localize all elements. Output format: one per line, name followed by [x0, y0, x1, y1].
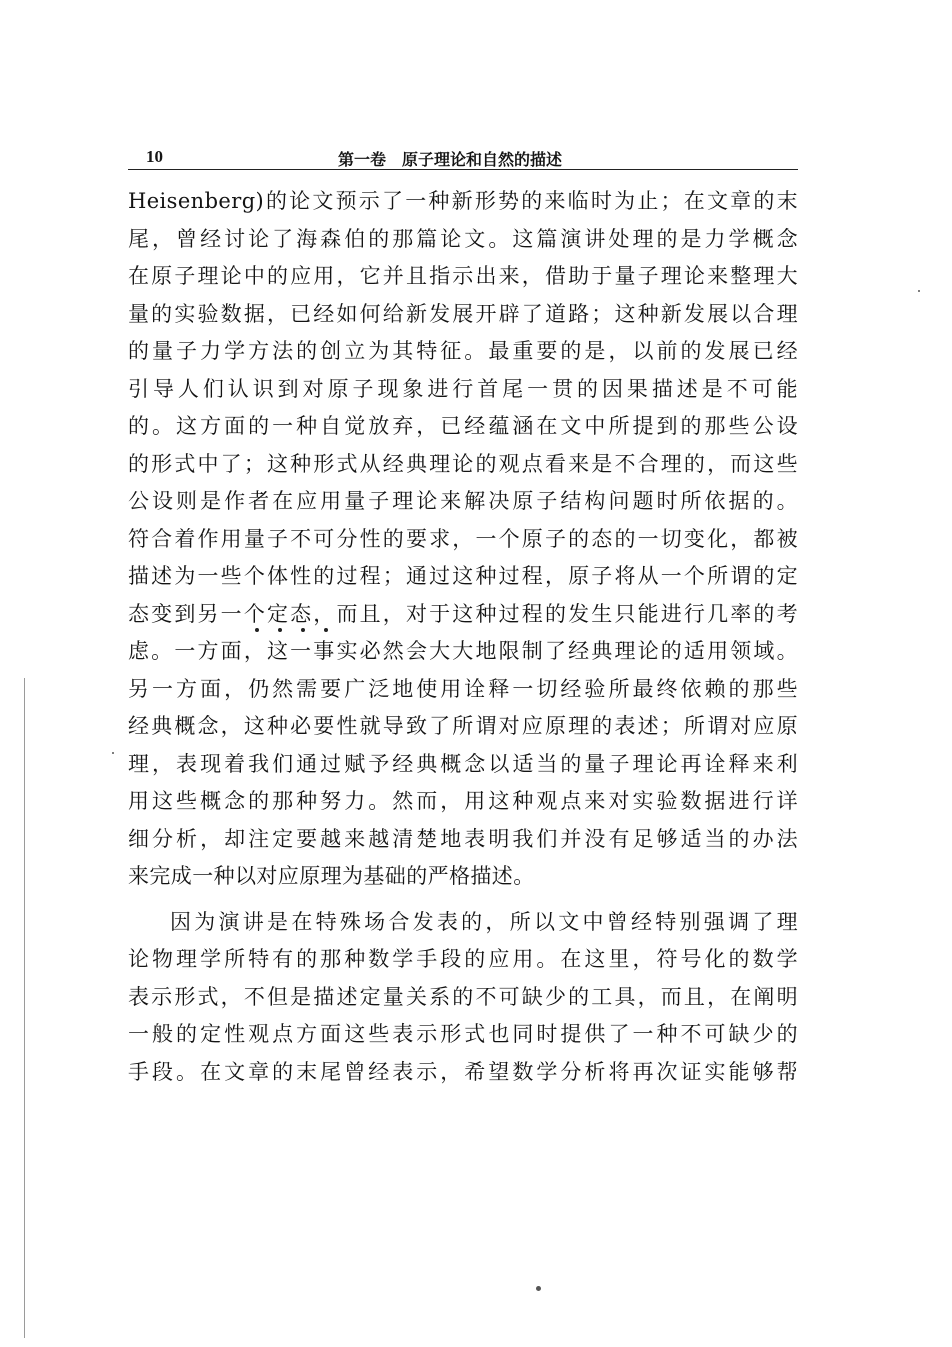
scan-speck	[918, 290, 920, 292]
text-line: 经典概念，这种必要性就导致了所谓对应原理的表述；所谓对应原	[128, 714, 798, 738]
text-line: 的量子力学方法的创立为其特征。最重要的是，以前的发展已经	[128, 339, 798, 363]
text-line: 另一方面，仍然需要广泛地使用诠释一切经验所最终依赖的那些	[128, 676, 798, 701]
running-header	[128, 145, 798, 170]
text-line: 虑。一方面，这一事实必然会大大地限制了经典理论的适用领域。	[128, 639, 798, 663]
text-line: 论物理学所特有的那种数学手段的应用。在这里，符号化的数学	[128, 947, 798, 971]
scan-speck	[112, 752, 114, 754]
text-line: 在原子理论中的应用，它并且指示出来，借助于量子理论来整理大	[128, 264, 798, 288]
text-line: 尾，曾经讨论了海森伯的那篇论文。这篇演讲处理的是力学概念	[128, 226, 798, 251]
text-line: 量的实验数据，已经如何给新发展开辟了道路；这种新发展以合理	[128, 301, 798, 326]
text-line: 因为演讲是在特殊场合发表的，所以文中曾经特别强调了理	[170, 909, 798, 934]
text-line: 手段。在文章的末尾曾经表示，希望数学分析将再次证实能够帮	[128, 1059, 798, 1084]
scan-speck	[536, 1286, 541, 1291]
text-line: Heisenberg)的论文预示了一种新形势的来临时为止；在文章的末	[128, 189, 798, 213]
text-line: 描述为一些个体性的过程；通过这种过程，原子将从一个所谓的定	[128, 564, 798, 588]
text-line: 表示形式，不但是描述定量关系的不可缺少的工具，而且，在阐明	[128, 984, 798, 1009]
text-line: 的。这方面的一种自觉放弃，已经蕴涵在文中所提到的那些公设	[128, 414, 798, 438]
body-text	[128, 183, 798, 1091]
text-line: 公设则是作者在应用量子理论来解决原子结构问题时所依据的。	[128, 489, 798, 513]
page-number: 10	[146, 147, 163, 166]
text-line: 来完成一种以对应原理为基础的严格描述。	[128, 864, 535, 888]
scan-margin-line	[24, 678, 25, 1338]
emphasis-dots	[255, 628, 335, 638]
text-line: 用这些概念的那种努力。然而，用这种观点来对实验数据进行详	[128, 789, 798, 813]
running-title: 第一卷 原子理论和自然的描述	[338, 150, 563, 169]
paragraph-2	[128, 904, 798, 1092]
text-line: 一般的定性观点方面这些表示形式也同时提供了一种不可缺少的	[128, 1022, 798, 1046]
text-line: 符合着作用量子不可分性的要求，一个原子的态的一切变化，都被	[128, 526, 798, 551]
text-line: 态变到另一个定态，而且，对于这种过程的发生只能进行几率的考	[128, 601, 798, 626]
paragraph-1	[128, 183, 798, 896]
text-line: 的形式中了；这种形式从经典理论的观点看来是不合理的，而这些	[128, 451, 798, 476]
text-line: 引导人们认识到对原子现象进行首尾一贯的因果描述是不可能	[128, 376, 798, 401]
text-line: 细分析，却注定要越来越清楚地表明我们并没有足够适当的办法	[128, 826, 798, 851]
text-line: 理，表现着我们通过赋予经典概念以适当的量子理论再诠释来利	[128, 751, 798, 776]
